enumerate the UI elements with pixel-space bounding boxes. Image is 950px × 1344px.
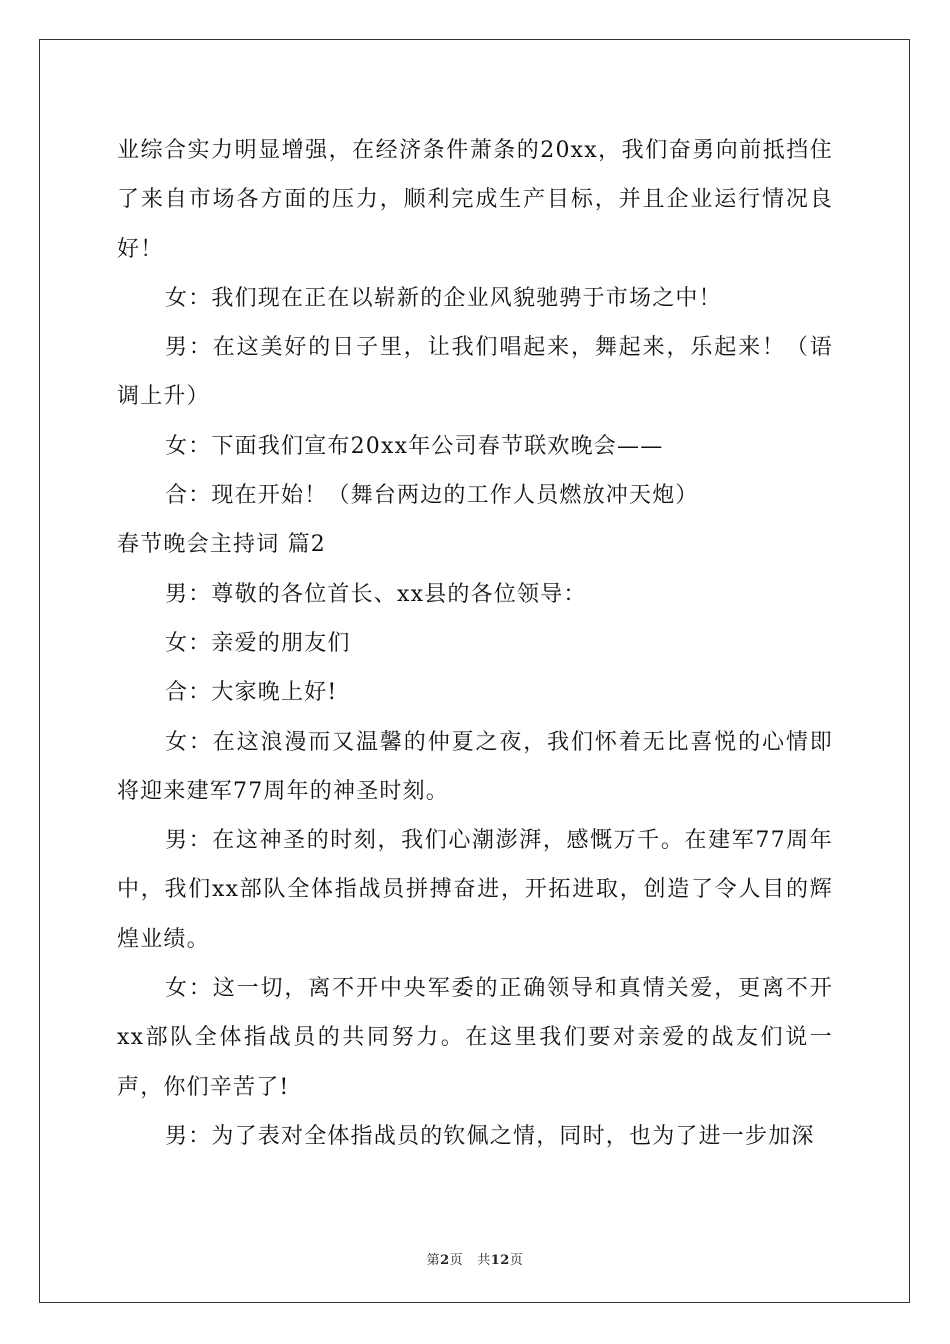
page-number: 2 [440,1253,450,1268]
page-label-prefix: 第 [426,1253,441,1268]
paragraph: 女：我们现在正在以崭新的企业风貌驰骋于市场之中！ [165,285,722,311]
paragraph: 业综合实力明显增强，在经济条件萧条的20xx，我们奋勇向前抵挡住了来自市场各方面的压力，顺利完成生产目标，并且企业运行情况良好！ [117,138,833,262]
total-label-suffix: 页 [509,1253,524,1268]
paragraph: 女：亲爱的朋友们 [165,630,351,656]
paragraph: 合：大家晚上好! [165,680,338,706]
paragraph: 男：尊敬的各位首长、xx县的各位领导： [165,581,587,607]
paragraph: 女：在这浪漫而又温馨的仲夏之夜，我们怀着无比喜悦的心情即将迎来建军77周年的神圣时刻。 [117,729,833,804]
paragraph: 男：在这美好的日子里，让我们唱起来，舞起来，乐起来！（语调上升） [117,335,833,410]
paragraph: 男：为了表对全体指战员的钦佩之情，同时，也为了进一步加深 [165,1123,815,1149]
total-label-prefix: 共 [477,1253,491,1268]
paragraph: 合：现在开始！（舞台两边的工作人员燃放冲天炮） [165,483,699,509]
paragraph: 女：下面我们宣布20xx年公司春节联欢晚会—— [165,433,664,459]
page-label-suffix: 页 [449,1253,464,1268]
section-heading: 春节晚会主持词 篇2 [117,532,326,558]
page-footer [0,1249,950,1268]
paragraph: 女：这一切，离不开中央军委的正确领导和真情关爱，更离不开xx部队全体指战员的共同努力。在这里我们要对亲爱的战友们说一声，你们辛苦了! [117,976,833,1100]
document-body [117,126,833,1161]
total-pages: 12 [490,1253,510,1268]
paragraph: 男：在这神圣的时刻，我们心潮澎湃，感慨万千。在建军77周年中，我们xx部队全体指战员拼搏奋进，开拓进取，创造了令人目的辉煌业绩。 [117,828,833,952]
